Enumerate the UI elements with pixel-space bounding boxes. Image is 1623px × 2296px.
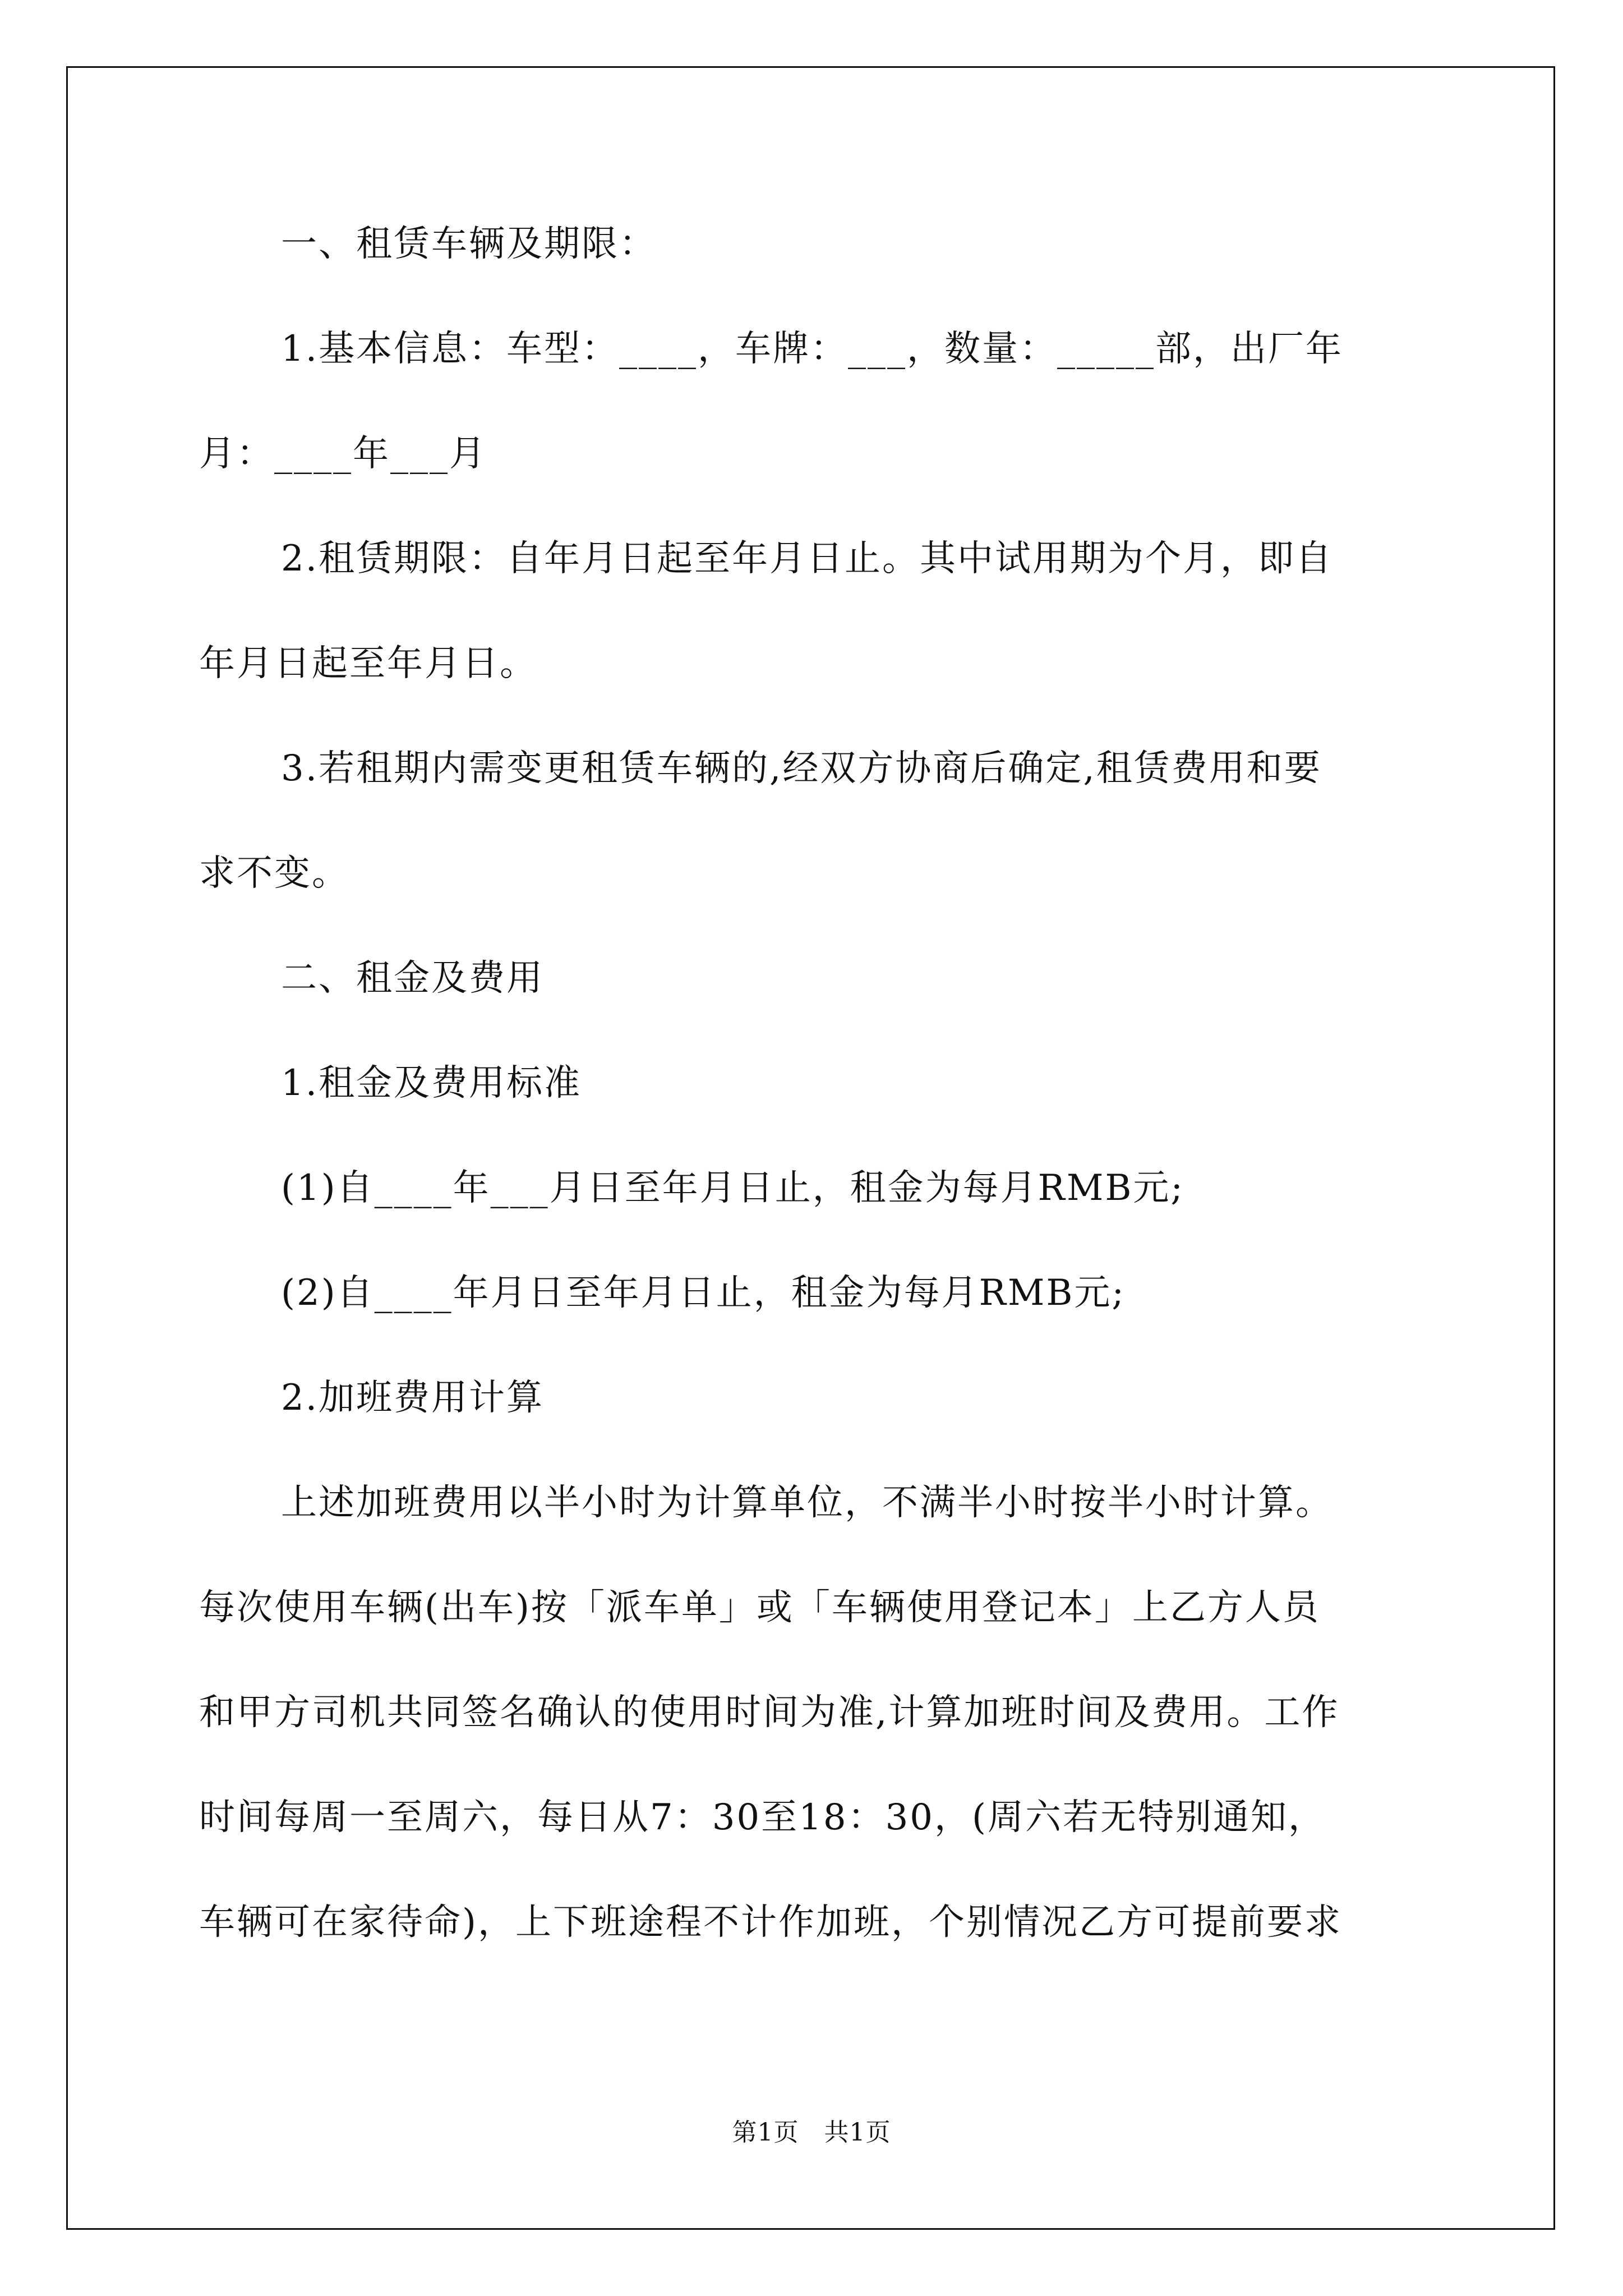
paragraph-line: 时间每周一至周六，每日从7：30至18：30，(周六若无特别通知， bbox=[199, 1797, 1326, 1838]
paragraph-line: 和甲方司机共同签名确认的使用时间为准,计算加班时间及费用。工作 bbox=[199, 1692, 1340, 1733]
paragraph-line: 年月日起至年月日。 bbox=[199, 643, 537, 684]
section-heading-1: 一、租赁车辆及期限： bbox=[281, 223, 657, 265]
paragraph-line: 车辆可在家待命)，上下班途程不计作加班，个别情况乙方可提前要求 bbox=[199, 1902, 1342, 1943]
subheading: 1.租金及费用标准 bbox=[281, 1062, 582, 1104]
subheading: 2.加班费用计算 bbox=[281, 1377, 545, 1419]
paragraph-line: 月：____年___月 bbox=[199, 433, 487, 475]
paragraph-line: 每次使用车辆(出车)按「派车单」或「车辆使用登记本」上乙方人员 bbox=[199, 1587, 1320, 1628]
paragraph-line: 上述加班费用以半小时为计算单位，不满半小时按半小时计算。 bbox=[281, 1482, 1333, 1524]
page-footer: 第1页 共1页 bbox=[732, 2118, 891, 2147]
paragraph-line: (1)自____年___月日至年月日止，租金为每月RMB元; bbox=[281, 1167, 1184, 1209]
paragraph-line: 1.基本信息：车型：____，车牌：___，数量：_____部，出厂年 bbox=[281, 328, 1344, 370]
paragraph-line: 求不变。 bbox=[199, 853, 349, 894]
section-heading-2: 二、租金及费用 bbox=[281, 958, 544, 999]
paragraph-line: (2)自____年月日至年月日止，租金为每月RMB元; bbox=[281, 1272, 1126, 1314]
paragraph-line: 3.若租期内需变更租赁车辆的,经双方协商后确定,租赁费用和要 bbox=[281, 748, 1322, 789]
paragraph-line: 2.租赁期限：自年月日起至年月日止。其中试用期为个月，即自 bbox=[281, 538, 1334, 579]
